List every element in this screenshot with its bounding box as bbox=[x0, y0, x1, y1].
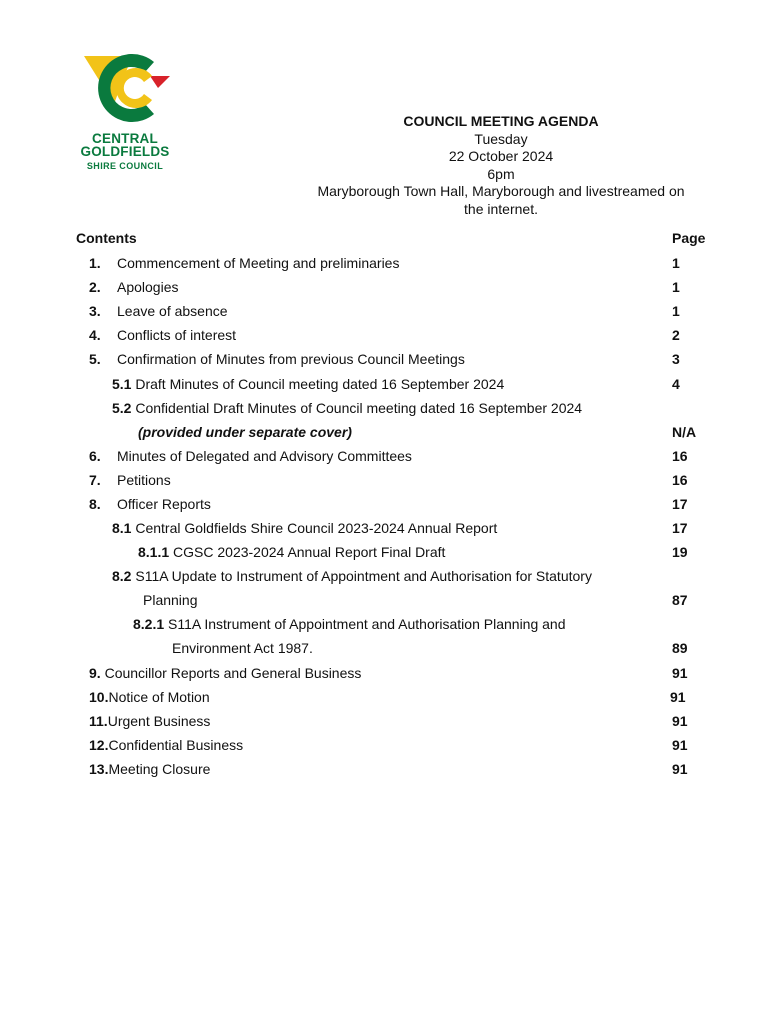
toc-item-text: Officer Reports bbox=[117, 496, 211, 512]
toc-item-text: Commencement of Meeting and preliminaries bbox=[117, 255, 400, 271]
toc-item-page: 1 bbox=[672, 255, 680, 271]
meeting-venue-line-1: Maryborough Town Hall, Maryborough and livestreamed on bbox=[317, 183, 685, 199]
toc-item[interactable] bbox=[89, 278, 179, 296]
toc-item-page: 16 bbox=[672, 472, 688, 488]
toc-item-text: Councillor Reports and General Business bbox=[104, 665, 362, 681]
toc-item-number: 5. bbox=[89, 351, 101, 367]
toc-item[interactable] bbox=[89, 254, 400, 272]
toc-item-number: 1. bbox=[89, 255, 101, 271]
meeting-venue-line-2: the internet. bbox=[464, 200, 538, 217]
toc-item-number: 9. bbox=[89, 665, 101, 681]
toc-item[interactable] bbox=[89, 471, 171, 489]
toc-item[interactable] bbox=[89, 326, 237, 344]
logo-line-2: GOLDFIELDS bbox=[80, 144, 170, 159]
toc-item-text: Confidential Draft Minutes of Council meeting dated 16 September 2024 bbox=[135, 400, 583, 416]
meeting-time: 6pm bbox=[487, 165, 515, 182]
toc-item-text: S11A Instrument of Appointment and Authorisation Planning and bbox=[168, 616, 566, 632]
toc-item[interactable] bbox=[89, 302, 228, 320]
toc-item-number: 8.1 bbox=[112, 520, 132, 536]
toc-item-page: 91 bbox=[672, 665, 688, 681]
toc-item-number: 4. bbox=[89, 327, 101, 343]
toc-subsubitem[interactable] bbox=[138, 543, 445, 561]
toc-item-page: 87 bbox=[672, 592, 688, 608]
toc-item-number: 6. bbox=[89, 448, 101, 464]
toc-item[interactable] bbox=[89, 495, 211, 513]
toc-subsubitem[interactable] bbox=[133, 615, 566, 633]
logo-wordmark bbox=[70, 132, 180, 173]
toc-item-page: 91 bbox=[672, 713, 688, 729]
agenda-title: COUNCIL MEETING AGENDA bbox=[403, 113, 599, 129]
toc-item-page: 1 bbox=[672, 279, 680, 295]
toc-item-note: (provided under separate cover) bbox=[138, 424, 352, 440]
toc-item-number: 2. bbox=[89, 279, 101, 295]
toc-item-text: Meeting Closure bbox=[108, 761, 211, 777]
toc-subitem[interactable] bbox=[112, 567, 592, 585]
meeting-header bbox=[285, 113, 717, 218]
contents-heading: Contents bbox=[76, 230, 137, 246]
toc-item-number: 10. bbox=[89, 689, 109, 705]
toc-item-page: 89 bbox=[672, 640, 688, 656]
toc-item-text-continued: Environment Act 1987. bbox=[172, 640, 313, 656]
toc-item-number: 5.1 bbox=[112, 376, 132, 392]
toc-item-number: 8. bbox=[89, 496, 101, 512]
toc-item-text: Central Goldfields Shire Council 2023-2024 Annual Report bbox=[135, 520, 498, 536]
toc-item-page: 91 bbox=[670, 689, 686, 705]
toc-item[interactable] bbox=[89, 736, 243, 754]
logo-line-3: SHIRE COUNCIL bbox=[86, 161, 164, 171]
toc-item[interactable] bbox=[89, 688, 210, 706]
toc-subitem[interactable] bbox=[112, 375, 504, 393]
toc-item-page: 3 bbox=[672, 351, 680, 367]
toc-item-number: 8.2.1 bbox=[133, 616, 165, 632]
toc-item-number: 7. bbox=[89, 472, 101, 488]
toc-item-number: 8.1.1 bbox=[138, 544, 170, 560]
toc-item-number: 11. bbox=[89, 713, 108, 729]
toc-item-text: Leave of absence bbox=[117, 303, 228, 319]
toc-item[interactable] bbox=[89, 447, 412, 465]
toc-item-text: Petitions bbox=[117, 472, 171, 488]
toc-item-page: 17 bbox=[672, 520, 688, 536]
toc-item-text: Draft Minutes of Council meeting dated 16 September 2024 bbox=[135, 376, 505, 392]
toc-item[interactable] bbox=[89, 760, 210, 778]
toc-item-page: 19 bbox=[672, 544, 688, 560]
toc-item-page: 1 bbox=[672, 303, 680, 319]
meeting-day: Tuesday bbox=[474, 130, 528, 147]
toc-item-text: Apologies bbox=[117, 279, 179, 295]
toc-item-text: Urgent Business bbox=[107, 713, 211, 729]
toc-item[interactable] bbox=[89, 350, 465, 368]
toc-item-text: Confidential Business bbox=[108, 737, 244, 753]
toc-item-text: CGSC 2023-2024 Annual Report Final Draft bbox=[173, 544, 446, 560]
toc-item-text: Minutes of Delegated and Advisory Committees bbox=[117, 448, 412, 464]
toc-item-number: 3. bbox=[89, 303, 101, 319]
toc-item-text-continued: Planning bbox=[143, 592, 198, 608]
toc-item-text: Confirmation of Minutes from previous Council Meetings bbox=[117, 351, 465, 367]
toc-subitem[interactable] bbox=[112, 399, 582, 417]
toc-item[interactable] bbox=[89, 712, 210, 730]
toc-item-number: 8.2 bbox=[112, 568, 132, 584]
toc-item-number: 12. bbox=[89, 737, 109, 753]
page-column-heading: Page bbox=[672, 230, 706, 246]
logo-emblem-icon bbox=[82, 48, 177, 126]
toc-item-page: 17 bbox=[672, 496, 688, 512]
toc-item-number: 13. bbox=[89, 761, 109, 777]
toc-item-page: 91 bbox=[672, 761, 688, 777]
toc-item-page: 2 bbox=[672, 327, 680, 343]
toc-item-page: N/A bbox=[672, 424, 697, 440]
toc-subitem[interactable] bbox=[112, 519, 497, 537]
toc-item-text: Conflicts of interest bbox=[117, 327, 237, 343]
logo-line-1: CENTRAL bbox=[92, 131, 158, 146]
toc-item-page: 91 bbox=[672, 737, 688, 753]
toc-item-text: Notice of Motion bbox=[108, 689, 210, 705]
toc-item-page: 4 bbox=[672, 376, 680, 392]
toc-item-page: 16 bbox=[672, 448, 688, 464]
toc-item-text: S11A Update to Instrument of Appointment and Authorisation for Statutory bbox=[135, 568, 592, 584]
toc-item-number: 5.2 bbox=[112, 400, 132, 416]
meeting-date: 22 October 2024 bbox=[448, 148, 554, 164]
toc-item[interactable] bbox=[89, 664, 361, 682]
council-logo bbox=[70, 48, 185, 173]
